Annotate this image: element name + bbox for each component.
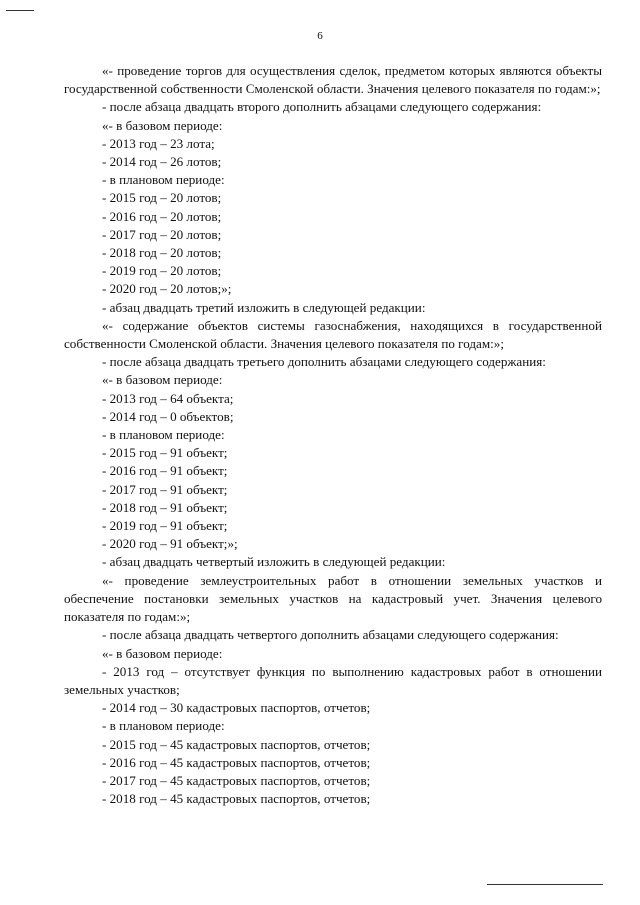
paragraph: «- проведение торгов для осуществления сделок, предметом которых являются объекты государственной собственности Смоленской области. Значения целевого показателя по годам:»; [64,63,602,97]
paragraph: «- в базовом периоде: [102,117,223,133]
paragraph: «- проведение землеустроительных работ в отношении земельных участков и обеспечение постановки земельных участков на кадастровый учет. Значения целевого показателя по годам:»; [64,572,602,625]
paragraph: - после абзаца двадцать второго дополнить абзацами следующего содержания: [102,99,542,115]
paragraph: - 2020 год – 91 объект;»; [102,536,238,552]
document-body [64,62,602,808]
paragraph: - 2014 год – 0 объектов; [102,408,234,424]
paragraph: - 2018 год – 91 объект; [102,499,228,515]
paragraph: - 2013 год – отсутствует функция по выполнению кадастровых работ в отношении земельных участков; [64,663,602,697]
paragraph: - в плановом периоде: [102,718,225,734]
paragraph: - после абзаца двадцать четвертого дополнить абзацами следующего содержания: [102,627,559,643]
paragraph: - 2018 год – 20 лотов; [102,245,222,261]
paragraph: - 2018 год – 45 кадастровых паспортов, отчетов; [102,791,371,807]
paragraph: - 2014 год – 26 лотов; [102,154,222,170]
paragraph: - 2017 год – 45 кадастровых паспортов, отчетов; [102,772,371,788]
paragraph: - после абзаца двадцать третьего дополнить абзацами следующего содержания: [102,354,546,370]
paragraph: - 2016 год – 45 кадастровых паспортов, отчетов; [102,754,371,770]
paragraph: - 2017 год – 91 объект; [102,481,228,497]
paragraph: - 2013 год – 64 объекта; [102,390,234,406]
paragraph: - 2016 год – 20 лотов; [102,208,222,224]
paragraph: - 2017 год – 20 лотов; [102,226,222,242]
paragraph: - в плановом периоде: [102,427,225,443]
paragraph: - в плановом периоде: [102,172,225,188]
paragraph: - абзац двадцать третий изложить в следующей редакции: [102,299,426,315]
paragraph: - 2020 год – 20 лотов;»; [102,281,232,297]
paragraph: - 2015 год – 45 кадастровых паспортов, отчетов; [102,736,371,752]
paragraph: - 2019 год – 91 объект; [102,518,228,534]
paragraph: «- содержание объектов системы газоснабжения, находящихся в государственной собственности Смоленской области. Значения целевого показателя по годам:»; [64,317,602,352]
paragraph: - 2016 год – 91 объект; [102,463,228,479]
paragraph: - абзац двадцать четвертый изложить в следующей редакции: [102,554,446,570]
bottom-rule [487,884,603,885]
paragraph: - 2019 год – 20 лотов; [102,263,222,279]
paragraph: «- в базовом периоде: [102,372,223,388]
paragraph: - 2014 год – 30 кадастровых паспортов, отчетов; [102,700,371,716]
paragraph: - 2015 год – 20 лотов; [102,190,222,206]
paragraph: - 2013 год – 23 лота; [102,135,215,151]
paragraph: «- в базовом периоде: [102,645,223,661]
page-number: 6 [317,30,323,42]
top-rule [6,10,34,11]
paragraph: - 2015 год – 91 объект; [102,445,228,461]
